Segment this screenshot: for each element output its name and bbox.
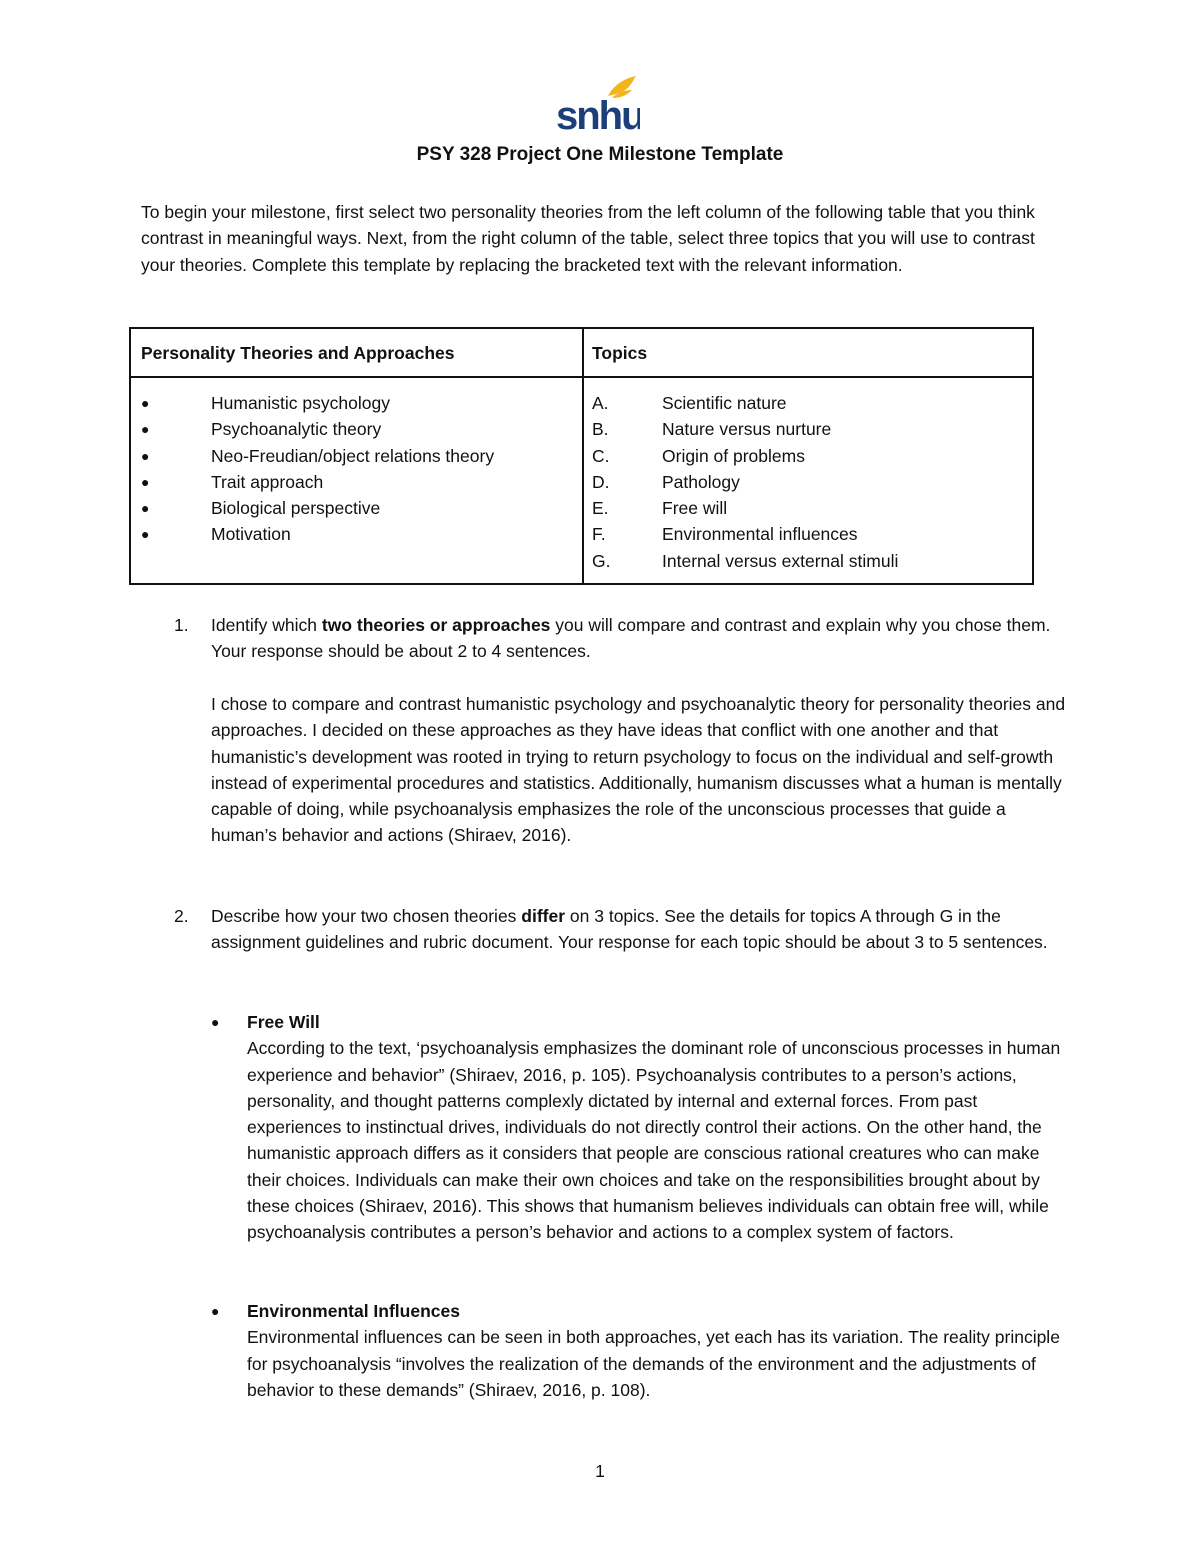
table-header-theories: Personality Theories and Approaches [141, 343, 455, 363]
bullet-icon: ● [141, 500, 150, 517]
topic-body [247, 1298, 1061, 1403]
topic-letter: D. [592, 471, 610, 492]
topic-item [592, 443, 898, 469]
topic-label: Pathology [662, 471, 740, 492]
theories-list [141, 390, 494, 548]
theory-item [141, 416, 494, 442]
theory-label: Trait approach [211, 471, 324, 492]
topic-letter: F. [592, 524, 606, 545]
topic-letter: E. [592, 498, 609, 519]
theory-label: Biological perspective [211, 498, 381, 519]
intro-paragraph: To begin your milestone, first select two personality theories from the left column of the following table that you think contrast in meaningful ways. Next, from the right column of the table, select three topics that you will use to contrast your theories. Complete this template by replacing the bracketed text with the relevant information. [141, 202, 1035, 275]
topic-label: Scientific nature [662, 393, 787, 413]
topic-item [592, 390, 898, 416]
topic-letter: G. [592, 550, 611, 571]
topic-free-will [211, 1009, 1061, 1246]
theory-item [141, 495, 494, 521]
topic-label: Origin of problems [662, 445, 805, 466]
topics-list [592, 390, 898, 574]
theory-item [141, 390, 494, 416]
bullet-icon: ● [141, 395, 150, 411]
question-text-post: you will compare and contrast and explain why you chose them. Your response should be about 2 to 4 sentences. [211, 615, 1051, 662]
theory-item [141, 469, 494, 495]
table-header-divider [131, 376, 1032, 378]
topic-paragraph: According to the text, ‘psychoanalysis emphasizes the dominant role of unconscious processes in human experience and behavior” (Shiraev, 2016, p. 105). Psychoanalysis contributes to a person’s actions, personality, and thought patterns complexly dictated by internal and external forces. From past experiences to instinctual drives, individuals do not directly control their actions. On the other hand, the humanistic approach differs as it considers that people are conscious rational creatures who can make their choices. Individuals can make their own choices and take on the responsibilities brought about by these choices (Shiraev, 2016). This shows that humanism believes individuals can obtain free will, while psychoanalysis contributes a person’s behavior and actions to a complex system of factors. [247, 1038, 1061, 1243]
topic-body [247, 1009, 1061, 1246]
bullet-icon: ● [211, 1014, 220, 1030]
topic-item [592, 416, 898, 442]
question-text [211, 903, 1074, 956]
question-number: 1. [174, 615, 189, 635]
topic-item [592, 495, 898, 521]
theory-item [141, 443, 494, 469]
question-text-pre: Identify which [211, 615, 322, 635]
theory-label: Neo-Freudian/object relations theory [211, 445, 495, 466]
snhu-logo [556, 74, 640, 132]
question-text-post: on 3 topics. See the details for topics A through G in the assignment guidelines and rubric document. Your response for each topic should be about 3 to 5 sentences. [211, 906, 1048, 953]
bullet-icon: ● [211, 1303, 220, 1319]
question-2 [174, 903, 1074, 956]
topic-item [592, 521, 898, 547]
bullet-icon: ● [141, 473, 150, 490]
question-1 [174, 612, 1074, 665]
question-text-pre: Describe how your two chosen theories [211, 906, 522, 926]
topic-heading: Environmental Influences [247, 1301, 460, 1321]
bullet-icon: ● [141, 447, 150, 464]
table-header-topics: Topics [592, 343, 648, 363]
logo-text: snhu [556, 94, 640, 132]
answer-1: I chose to compare and contrast humanistic psychology and psychoanalytic theory for personality theories and approaches. I decided on these approaches as they have ideas that conflict with one another and that humanistic’s development was rooted in trying to return psychology to focus on the individual and self-growth instead of experimental procedures and statistics. Additionally, humanism discusses what a human is mentally capable of doing, while psychoanalysis emphasizes the role of the unconscious processes that guide a human’s behavior and actions (Shiraev, 2016). [211, 694, 1066, 846]
question-number: 2. [174, 906, 189, 926]
topic-heading: Free Will [247, 1012, 320, 1032]
page-title: PSY 328 Project One Milestone Template [416, 144, 784, 165]
topic-letter: C. [592, 445, 610, 466]
topic-label: Free will [662, 498, 728, 519]
theory-label: Psychoanalytic theory [211, 419, 382, 440]
snhu-logo-graphic [556, 74, 640, 132]
table-column-divider [582, 329, 584, 583]
topic-item [592, 548, 898, 574]
bullet-icon: ● [141, 421, 150, 438]
theory-label: Humanistic psychology [211, 393, 390, 413]
theory-item [141, 521, 494, 547]
topic-environmental-influences [211, 1298, 1061, 1403]
bullet-icon: ● [141, 526, 150, 543]
question-text [211, 612, 1074, 665]
topic-item [592, 469, 898, 495]
question-text-emphasis: two theories or approaches [321, 615, 551, 635]
page-number: 1 [595, 1461, 605, 1481]
topic-label: Nature versus nurture [662, 419, 832, 440]
topic-label: Internal versus external stimuli [662, 550, 899, 571]
question-text-emphasis: differ [521, 906, 566, 926]
topic-label: Environmental influences [662, 524, 858, 545]
topic-paragraph: Environmental influences can be seen in both approaches, yet each has its variation. The reality principle for psychoanalysis “involves the realization of the demands of the environment and the adjustments of behavior to these demands” (Shiraev, 2016, p. 108). [247, 1327, 1060, 1400]
theories-topics-table [129, 327, 1034, 585]
theory-label: Motivation [211, 524, 291, 545]
topic-letter: B. [592, 419, 609, 440]
topic-letter: A. [592, 393, 609, 413]
